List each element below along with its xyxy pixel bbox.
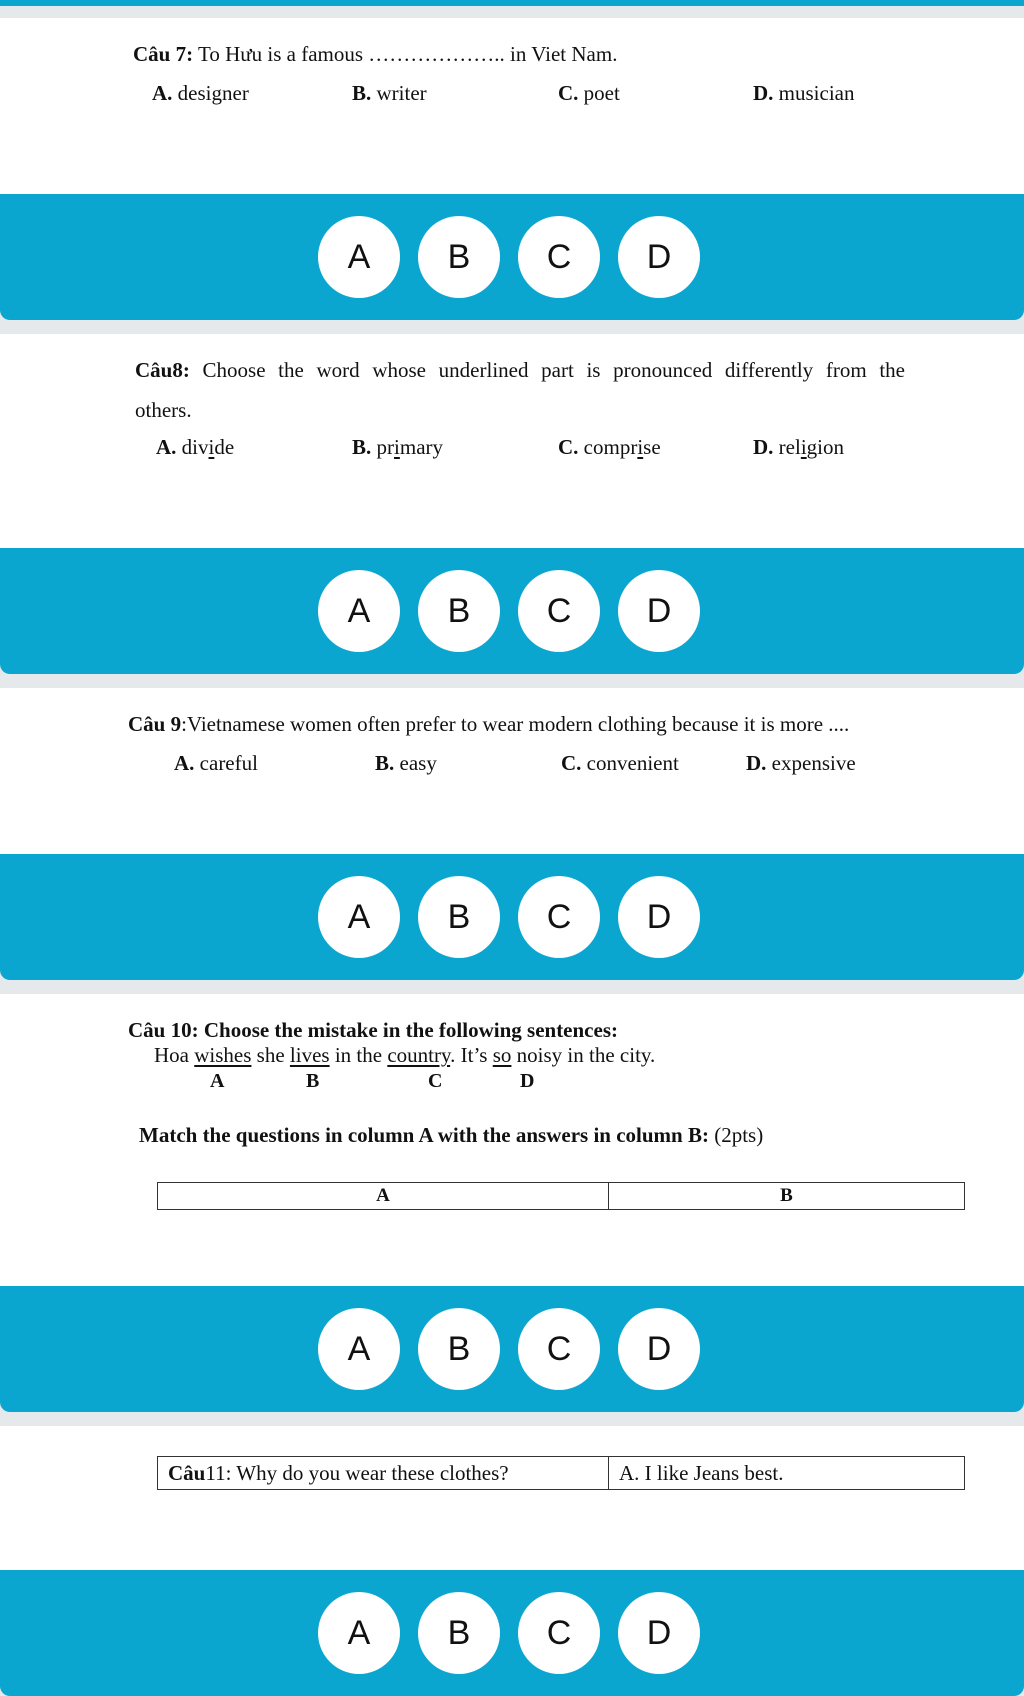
q11-answer-c-button[interactable]: C	[518, 1592, 600, 1674]
q10-answer-bar	[0, 1286, 1024, 1412]
q8-option-c: C. comprise	[558, 435, 661, 459]
q8-answer-d-button[interactable]: D	[618, 570, 700, 652]
q8-answer-b-button[interactable]: B	[418, 570, 500, 652]
q7-option-d: D. musician	[753, 81, 855, 105]
q10-answer-a-button[interactable]: A	[318, 1308, 400, 1390]
q7-answer-d-button[interactable]: D	[618, 216, 700, 298]
mistake-mark-d: D	[520, 1070, 535, 1092]
question-7-prompt: To Hưu is a famous ……………….. in Viet Nam.	[197, 42, 618, 66]
q9-answer-b-button[interactable]: B	[418, 876, 500, 958]
q9-answer-c-button[interactable]: C	[518, 876, 600, 958]
q9-answer-bar	[0, 854, 1024, 980]
q9-answer-d-button[interactable]: D	[618, 876, 700, 958]
q11-answer-d-button[interactable]: D	[618, 1592, 700, 1674]
q8-option-b: B. primary	[352, 435, 444, 459]
question-7-card	[0, 18, 1024, 194]
top-accent-strip	[0, 0, 1024, 6]
question-11-text: : Why do you wear these clothes?	[225, 1460, 509, 1485]
q7-answer-c-button[interactable]: C	[518, 216, 600, 298]
q11-answer-b-button[interactable]: B	[418, 1592, 500, 1674]
q7-answer-a-button[interactable]: A	[318, 216, 400, 298]
question-10-label: Câu 10:	[128, 1018, 199, 1042]
question-11-number: 11	[205, 1460, 226, 1485]
q11-answer-bar	[0, 1570, 1024, 1696]
question-11-cell	[158, 1457, 609, 1490]
q9-option-d: D. expensive	[746, 751, 856, 775]
q7-answer-b-button[interactable]: B	[418, 216, 500, 298]
question-9-text: Câu 9:Vietnamese women often prefer to wear modern clothing because it is more ....	[128, 712, 850, 736]
q8-answer-a-button[interactable]: A	[318, 570, 400, 652]
q9-option-c: C. convenient	[561, 751, 679, 775]
mistake-mark-a: A	[210, 1070, 225, 1092]
q10-answer-d-button[interactable]: D	[618, 1308, 700, 1390]
column-a-header: A	[158, 1183, 609, 1210]
question-7-label: Câu 7:	[133, 42, 194, 66]
question-10-title: Câu 10: Choose the mistake in the following sentences:	[128, 1018, 618, 1042]
question-11-label: Câu	[168, 1460, 206, 1485]
q7-option-c: C. poet	[558, 81, 620, 105]
q7-option-b: B. writer	[352, 81, 427, 105]
q11-answer-a-button[interactable]: A	[318, 1592, 400, 1674]
question-8-text-line2: others.	[135, 398, 192, 422]
q10-answer-b-button[interactable]: B	[418, 1308, 500, 1390]
column-b-header: B	[609, 1183, 965, 1210]
matching-instructions: Match the questions in column A with the answers in column B: (2pts)	[139, 1123, 764, 1147]
q8-answer-bar	[0, 548, 1024, 674]
question-10-sentence: Hoa wishes she lives in the country. It’s so noisy in the city.	[154, 1043, 656, 1067]
q10-answer-c-button[interactable]: C	[518, 1308, 600, 1390]
question-7-text	[133, 42, 617, 67]
q9-option-a: A. careful	[174, 751, 258, 775]
answer-a-cell: A. I like Jeans best.	[609, 1457, 965, 1490]
q8-answer-c-button[interactable]: C	[518, 570, 600, 652]
question-11-table	[157, 1456, 965, 1490]
question-11-card	[0, 1426, 1024, 1570]
q7-answer-bar	[0, 194, 1024, 320]
question-8-text: Câu8: Choose the word whose underlined part is pronounced differently from the	[135, 358, 905, 382]
question-9-card	[0, 688, 1024, 854]
q8-option-d: D. religion	[753, 435, 845, 459]
matching-header-table	[157, 1182, 965, 1210]
question-9-label: Câu 9	[128, 712, 182, 736]
question-8-label: Câu8:	[135, 358, 190, 382]
question-10-card	[0, 994, 1024, 1286]
q9-answer-a-button[interactable]: A	[318, 876, 400, 958]
q7-option-a: A. designer	[152, 81, 249, 105]
q9-option-b: B. easy	[375, 751, 437, 775]
mistake-mark-c: C	[428, 1070, 443, 1092]
q8-option-a: A. divide	[156, 435, 235, 459]
mistake-mark-b: B	[306, 1070, 320, 1092]
question-8-card	[0, 334, 1024, 548]
